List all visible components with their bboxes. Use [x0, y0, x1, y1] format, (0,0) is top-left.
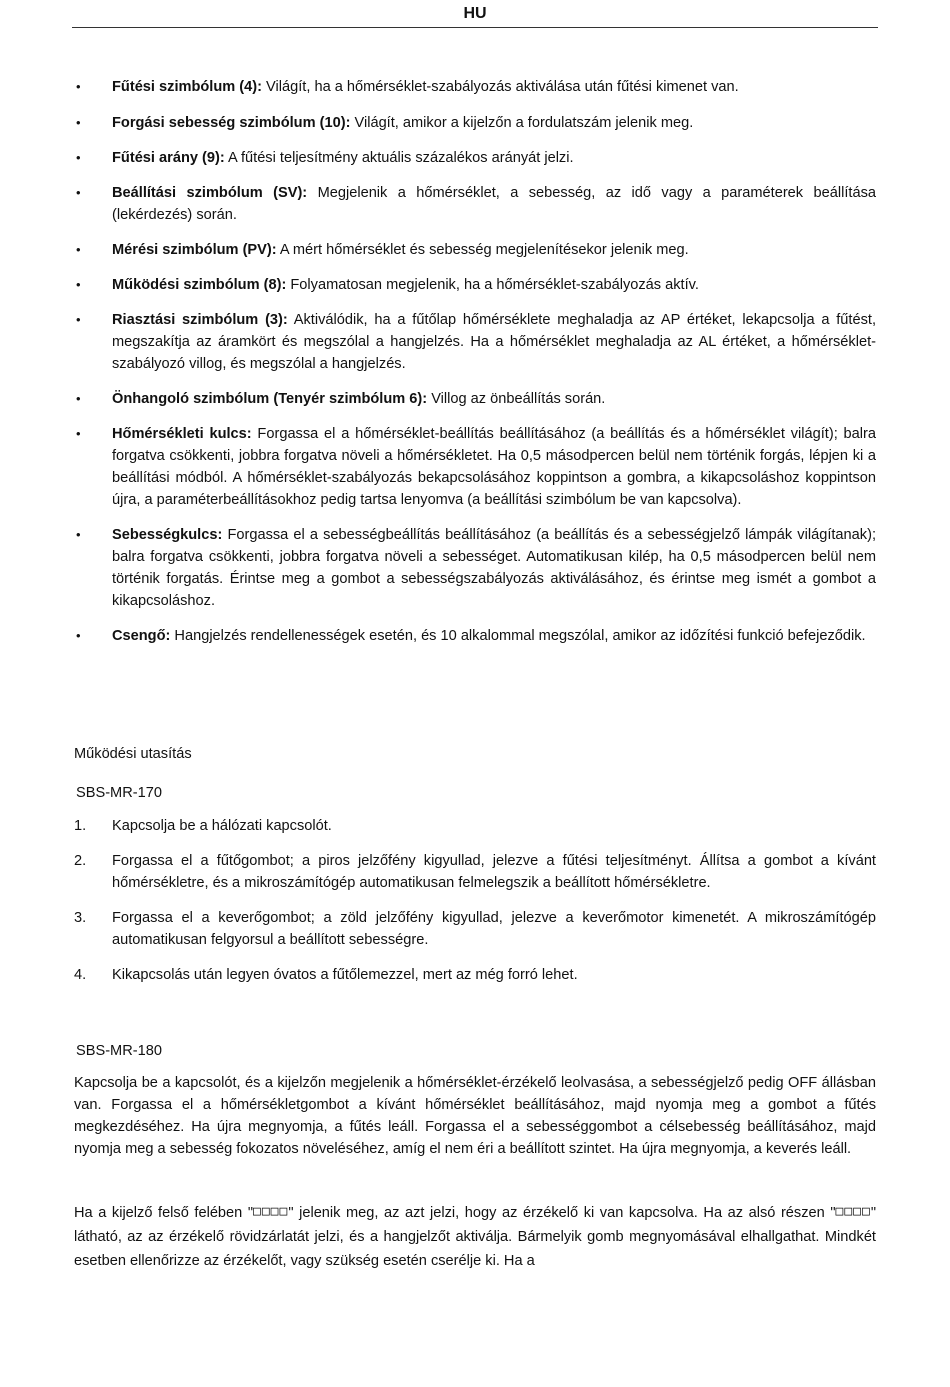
step-number: 1.: [74, 818, 87, 834]
bullet-dot: •: [76, 527, 81, 542]
paragraph-text: " jelenik meg, az azt jelzi, hogy az érzékelő ki van kapcsolva. Ha az alsó részen ": [288, 1205, 836, 1221]
list-item: [0, 815, 876, 837]
model-heading: SBS-MR-180: [76, 1043, 162, 1059]
bullet-dot: •: [76, 115, 81, 130]
item-term: Működési szimbólum (8):: [112, 277, 287, 293]
symbol-list: [0, 76, 950, 660]
bullet-dot: •: [76, 628, 81, 643]
item-text: Aktiválódik, ha a fűtőlap hőmérséklete meghaladja az AP értéket, lekapcsolja a fűtést, megszakítja az áramkört és megszólal a hangjelzés. Ha a hőmérséklet meghaladja az AL értéket, a hőmérséklet-szabályozó villog, és megszólal a hangjelzés.: [112, 312, 876, 372]
bullet-dot: •: [76, 150, 81, 165]
item-term: Csengő:: [112, 628, 171, 644]
item-text: Forgassa el a sebességbeállítás beállításához (a beállítás és a sebességjelző lámpák világítanak); balra forgatva csökkenti, jobbra forgatva növeli a sebességet. Automatikusan kilép, ha 0,5 másodpercen belül nem történik forgatás. Érintse meg a gombot a sebességszabályozás aktiválásához, és érintse meg ismét a gombot a kikapcsoláshoz.: [112, 527, 876, 609]
item-term: Forgási sebesség szimbólum (10):: [112, 115, 351, 131]
page-header-language: HU: [72, 0, 878, 28]
step-text: Kapcsolja be a hálózati kapcsolót.: [112, 818, 332, 834]
list-item: [0, 907, 876, 951]
item-term: Önhangoló szimbólum (Tenyér szimbólum 6):: [112, 391, 428, 407]
item-text: Folyamatosan megjelenik, ha a hőmérséklet-szabályozás aktív.: [286, 277, 699, 293]
list-item: [0, 76, 876, 98]
list-item: [0, 964, 876, 986]
item-text: Világít, amikor a kijelzőn a fordulatszám jelenik meg.: [350, 115, 694, 131]
paragraph: Kapcsolja be a kapcsolót, és a kijelzőn megjelenik a hőmérséklet-érzékelő leolvasása, a sebességjelző pedig OFF állásban van. Forgassa el a hőmérsékletgombot a kívánt hőmérséklet beállításához, majd nyomja meg a gombot a fűtés megkezdéséhez. Ha újra megnyomja, a fűtés leáll. Forgassa el a sebességgombot a célsebesség beállításához, majd nyomja meg a sebesség fokozatos növeléséhez, amíg el nem éri a beállított szintet. Ha újra megnyomja, a keverés leáll.: [74, 1075, 876, 1157]
list-item: [0, 850, 876, 894]
list-item: [0, 524, 876, 612]
bullet-dot: •: [76, 79, 81, 94]
list-item: [0, 147, 876, 169]
segment-display-symbol: □□□□: [253, 1204, 289, 1219]
segment-display-symbol: □□□□: [835, 1204, 871, 1219]
list-item: [0, 182, 876, 226]
item-term: Fűtési arány (9):: [112, 150, 225, 166]
item-text: A mért hőmérséklet és sebesség megjelenítésekor jelenik meg.: [276, 242, 689, 258]
bullet-dot: •: [76, 185, 81, 200]
item-term: Mérési szimbólum (PV):: [112, 242, 277, 258]
item-text: A fűtési teljesítmény aktuális százalékos arányát jelzi.: [224, 150, 574, 166]
item-term: Riasztási szimbólum (3):: [112, 312, 288, 328]
item-text: Megjelenik a hőmérséklet, a sebesség, az idő vagy a paraméterek beállítása (lekérdezés) során.: [112, 185, 876, 223]
step-text: Kikapcsolás után legyen óvatos a fűtőlemezzel, mert az még forró lehet.: [112, 967, 578, 983]
item-term: Sebességkulcs:: [112, 527, 223, 543]
paragraph: [74, 1200, 876, 1273]
step-number: 4.: [74, 967, 87, 983]
list-item: [0, 388, 876, 410]
list-item: [0, 239, 876, 261]
paragraph-text: " látható, az az érzékelő rövidzárlatát jelzi, és a hangjelzőt aktiválja. Bármelyik gomb megnyomásával elhallgathat. Mindkét esetben ellenőrizze az érzékelőt, vagy szükség esetén cserélje ki. Ha a: [74, 1205, 876, 1269]
list-item: [0, 423, 876, 511]
list-item: [0, 625, 876, 647]
bullet-dot: •: [76, 312, 81, 327]
bullet-dot: •: [76, 277, 81, 292]
item-term: Hőmérsékleti kulcs:: [112, 426, 252, 442]
step-number: 2.: [74, 853, 87, 869]
list-item: [0, 112, 876, 134]
step-number: 3.: [74, 910, 87, 926]
item-text: Világít, ha a hőmérséklet-szabályozás aktiválása után fűtési kimenet van.: [262, 79, 739, 95]
list-item: [0, 274, 876, 296]
item-text: Hangjelzés rendellenességek esetén, és 10 alkalommal megszólal, amikor az időzítési funkció befejeződik.: [170, 628, 866, 644]
section-title: Működési utasítás: [74, 746, 192, 762]
item-text: Forgassa el a hőmérséklet-beállítás beállításához (a beállítás és a hőmérséklet világít); balra forgatva csökkenti, jobbra forgatva növeli a hőmérsékletet. Ha 0,5 másodpercen belül nem történik forgás, lépjen ki a beállítási módból. A hőmérséklet-szabályozás bekapcsolásához koppintson a gombra, a kikapcsoláshoz koppintson újra, a paraméterbeállításokhoz pedig tartsa lenyomva (a beállítási szimbólum be van kapcsolva).: [112, 426, 876, 508]
bullet-dot: •: [76, 426, 81, 441]
instruction-steps: [0, 815, 950, 999]
bullet-dot: •: [76, 391, 81, 406]
model-heading: SBS-MR-170: [76, 785, 162, 801]
item-text: Villog az önbeállítás során.: [427, 391, 606, 407]
list-item: [0, 309, 876, 375]
bullet-dot: •: [76, 242, 81, 257]
item-term: Beállítási szimbólum (SV):: [112, 185, 308, 201]
item-term: Fűtési szimbólum (4):: [112, 79, 262, 95]
step-text: Forgassa el a keverőgombot; a zöld jelzőfény kigyullad, jelezve a keverőmotor kimenetét. A mikroszámítógép automatikusan felgyorsul a beállított sebességre.: [112, 910, 876, 948]
paragraph-text: Ha a kijelző felső felében ": [74, 1205, 254, 1221]
step-text: Forgassa el a fűtőgombot; a piros jelzőfény kigyullad, jelezve a fűtési teljesítményt. Állítsa a gombot a kívánt hőmérsékletre, és a mikroszámítógép automatikusan felmelegszik a beállított hőmérsékletre.: [112, 853, 876, 891]
